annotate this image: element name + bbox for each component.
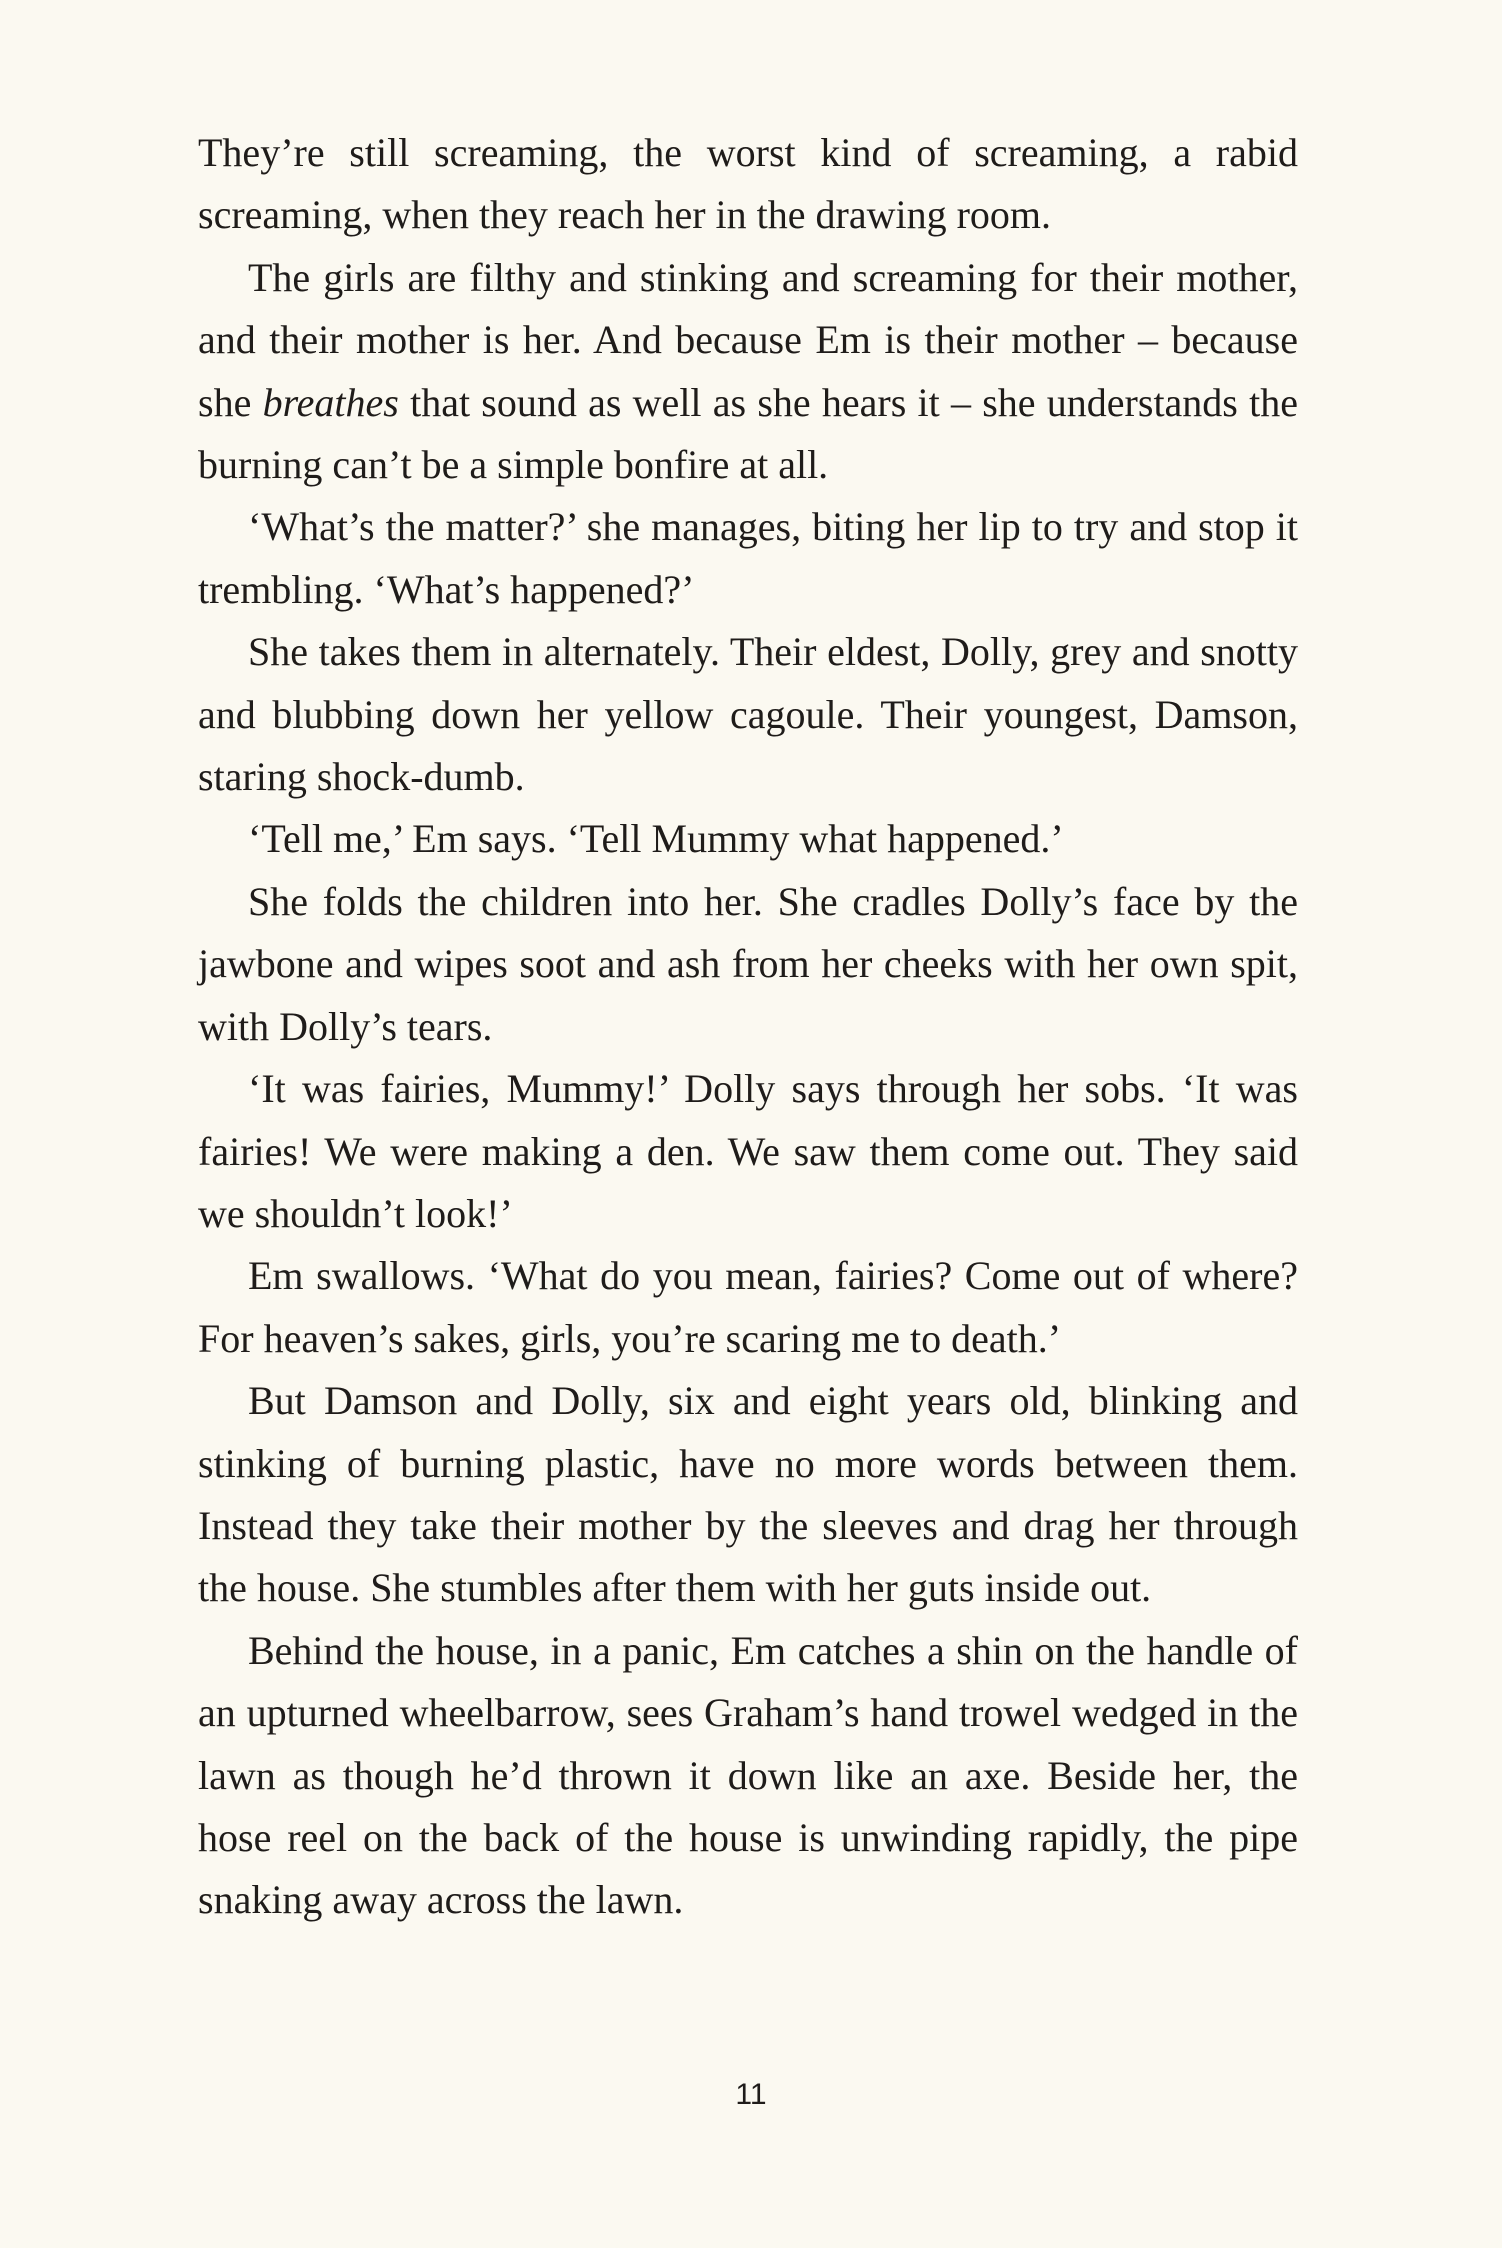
- paragraph-6: [198, 871, 1298, 1058]
- paragraph-6-text: She folds the children into her. She cradles Dolly’s face by the jawbone and wipes soot and ash from her cheeks with her own spit, with Dolly’s tears.: [198, 878, 1298, 1049]
- paragraph-1-text: They’re still screaming, the worst kind of screaming, a rabid screaming, when they reach her in the drawing room.: [198, 130, 1298, 238]
- paragraph-4-text: She takes them in alternately. Their eldest, Dolly, grey and snotty and blubbing down her yellow cagoule. Their youngest, Damson, staring shock-dumb.: [198, 629, 1298, 800]
- paragraph-2-text-start: The girls are filthy and stinking and screaming for their mother, and their mother is her. And because Em is their mother – because she: [198, 254, 1298, 425]
- paragraph-2: [198, 247, 1298, 497]
- emphasis-breathes: breathes: [262, 379, 399, 425]
- paragraph-5: [198, 808, 1298, 870]
- paragraph-5-text: ‘Tell me,’ Em says. ‘Tell Mummy what happened.’: [248, 816, 1064, 862]
- paragraph-1: [198, 122, 1298, 247]
- paragraph-9: [198, 1370, 1298, 1620]
- paragraph-8-text: Em swallows. ‘What do you mean, fairies? Come out of where? For heaven’s sakes, girls, you’re scaring me to death.’: [198, 1253, 1298, 1361]
- paragraph-8: [198, 1245, 1298, 1370]
- paragraph-7-text: ‘It was fairies, Mummy!’ Dolly says through her sobs. ‘It was fairies! We were making a den. We saw them come out. They said we shouldn’t look!’: [198, 1066, 1298, 1236]
- paragraph-10-text: Behind the house, in a panic, Em catches a shin on the handle of an upturned wheelbarrow, sees Graham’s hand trowel wedged in the lawn as though he’d thrown it down like an axe. Beside her, the hose reel on the back of the house is unwinding rapidly, the pipe snaking away across the lawn.: [198, 1627, 1298, 1923]
- paragraph-2-text-end: that sound as well as she hears it – she understands the burning can’t be a simple bonfire at all.: [198, 379, 1298, 488]
- page-number: 11: [735, 2078, 767, 2111]
- paragraph-10: [198, 1620, 1298, 1932]
- body-text: [198, 122, 1298, 1932]
- paragraph-3: [198, 496, 1298, 621]
- paragraph-7: [198, 1058, 1298, 1245]
- paragraph-4: [198, 621, 1298, 808]
- paragraph-3-text: ‘What’s the matter?’ she manages, biting her lip to try and stop it trembling. ‘What’s happened?’: [198, 504, 1298, 612]
- paragraph-9-text: But Damson and Dolly, six and eight years old, blinking and stinking of burning plastic, have no more words between them. Instead they take their mother by the sleeves and drag her through the house. She stumbles after them with her guts inside out.: [198, 1378, 1298, 1611]
